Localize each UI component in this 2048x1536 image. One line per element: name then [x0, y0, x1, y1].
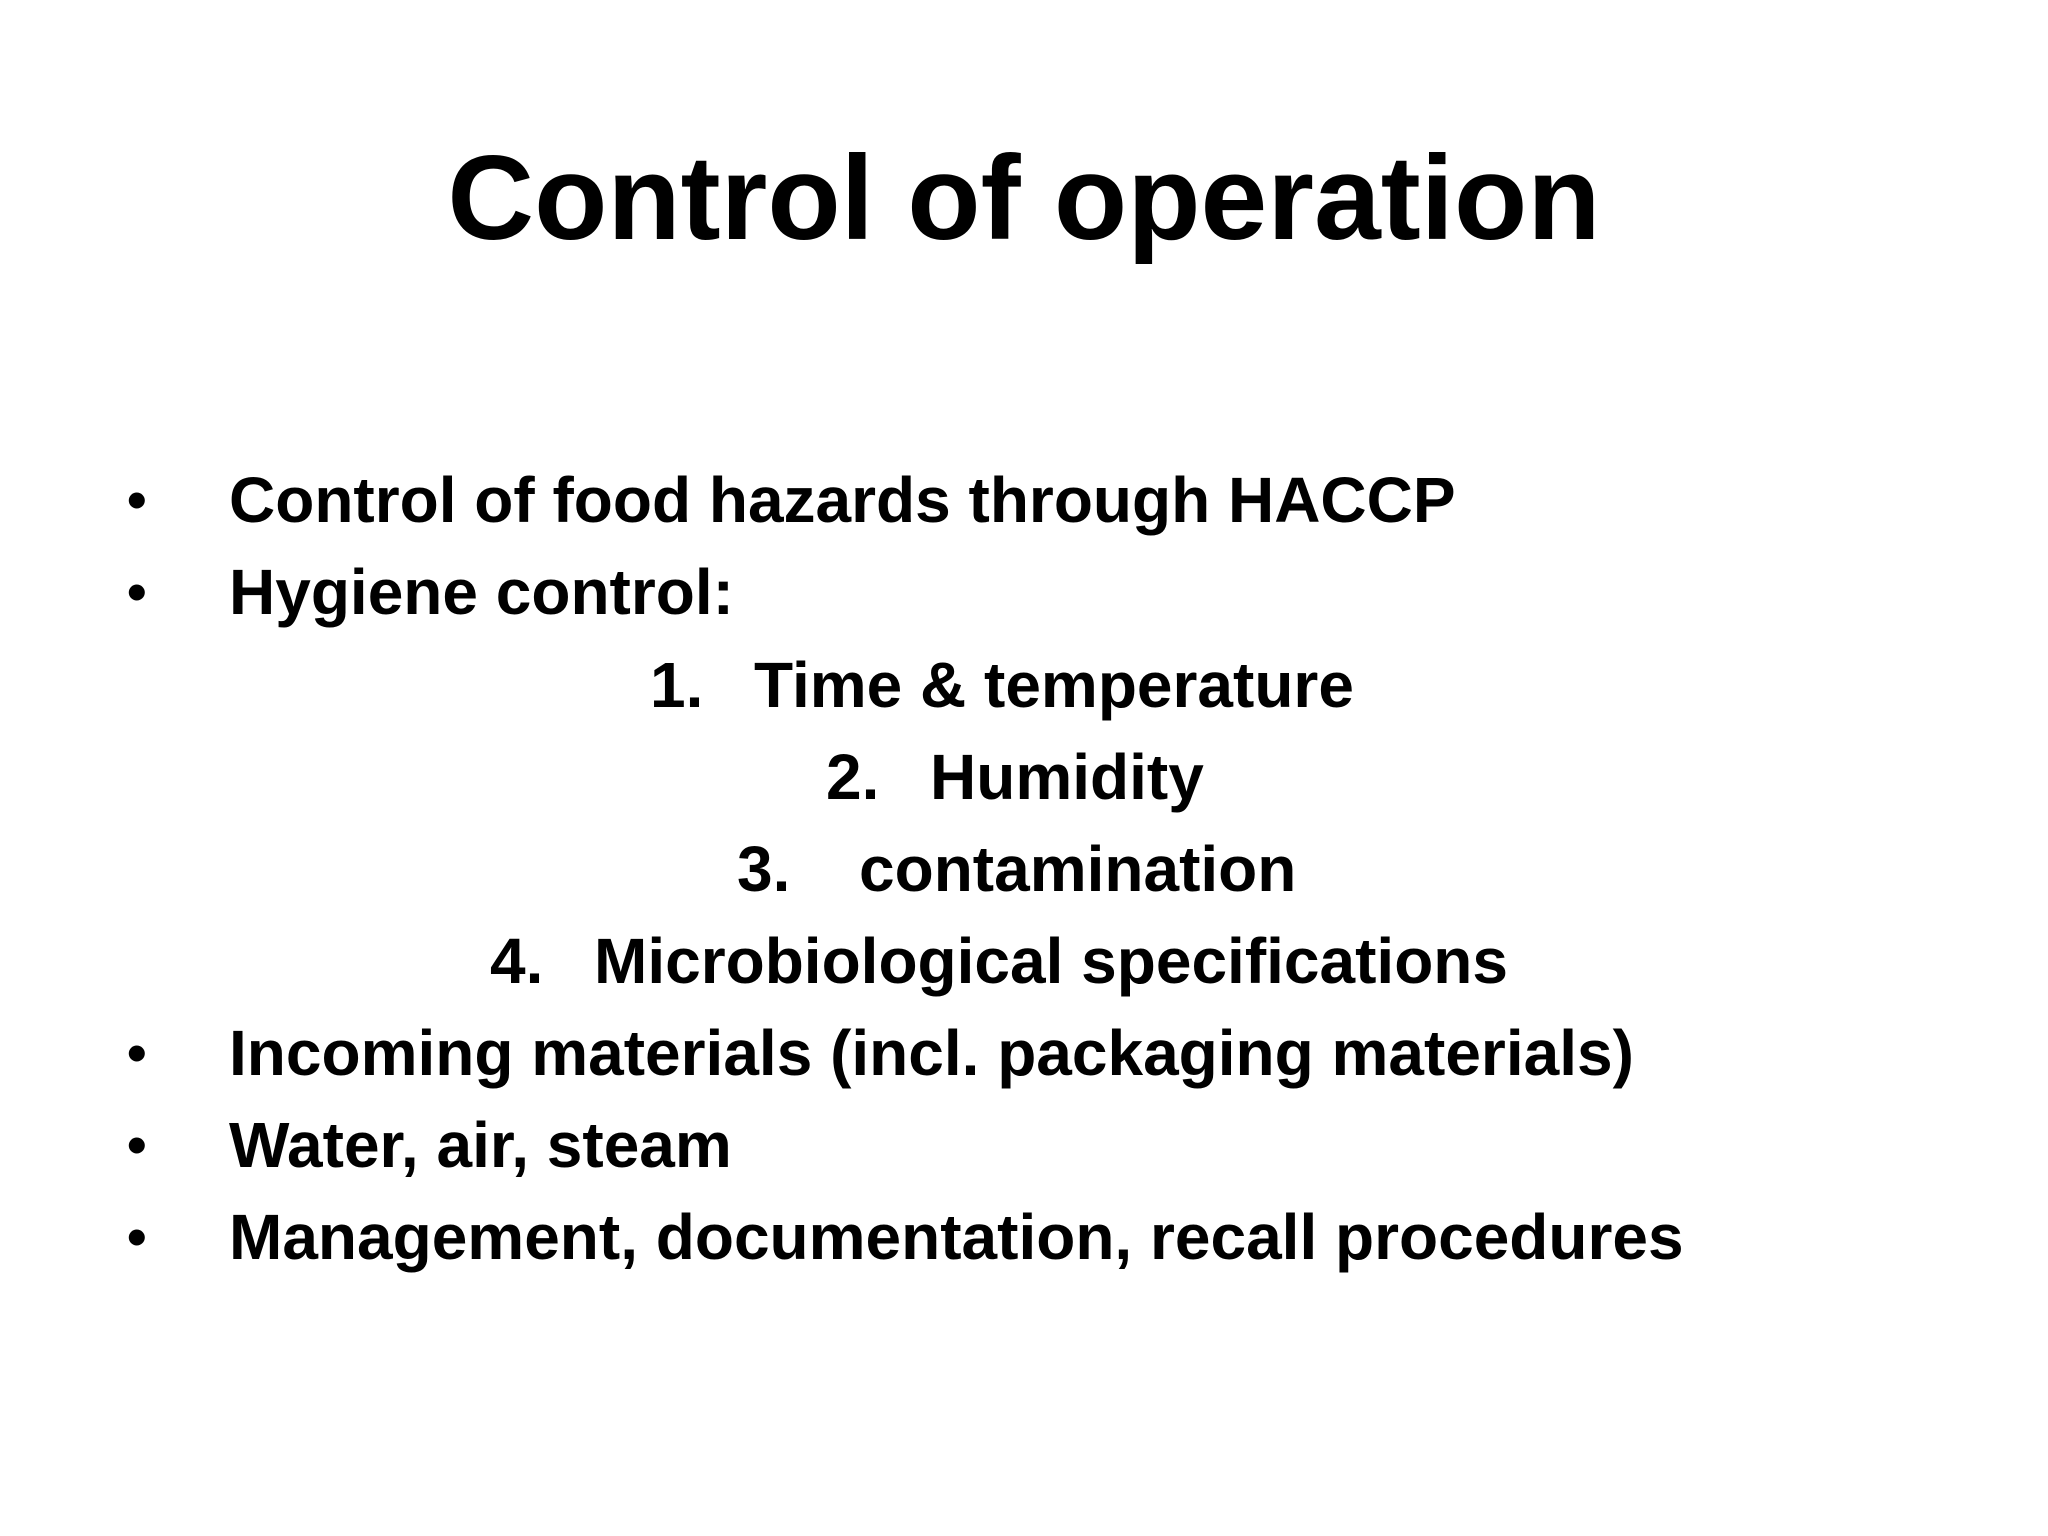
bullet-icon: • — [127, 1021, 147, 1084]
bullet-text: Control of food hazards through HACCP — [229, 464, 1456, 536]
list-item — [826, 737, 1204, 817]
list-item — [737, 829, 1296, 909]
item-text: Humidity — [930, 741, 1204, 813]
bullet-text: Hygiene control: — [229, 556, 734, 628]
item-number: 4. — [490, 925, 544, 997]
item-number: 1. — [650, 649, 704, 721]
list-item — [490, 921, 1508, 1001]
bullet-icon: • — [127, 1113, 147, 1176]
item-number: 3. — [737, 833, 791, 905]
item-text: Time & temperature — [754, 649, 1354, 721]
bullet-text: Management, documentation, recall procedures — [229, 1201, 1684, 1273]
item-text: contamination — [859, 833, 1297, 905]
bullet-icon: • — [127, 468, 147, 531]
slide-title: Control of operation — [447, 131, 1601, 265]
bullet-text: Incoming materials (incl. packaging materials) — [229, 1017, 1634, 1089]
item-number: 2. — [826, 741, 880, 813]
list-item — [650, 645, 1354, 725]
item-text: Microbiological specifications — [594, 925, 1508, 997]
bullet-text: Water, air, steam — [229, 1109, 732, 1181]
bullet-icon: • — [127, 560, 147, 623]
bullet-icon: • — [127, 1205, 147, 1268]
